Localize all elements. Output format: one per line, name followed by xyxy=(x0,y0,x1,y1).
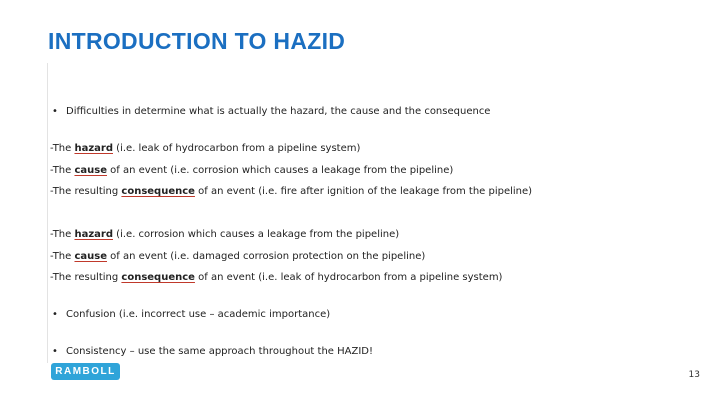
keyword-cause: cause xyxy=(74,165,107,176)
ramboll-logo: RAMBOLL xyxy=(51,363,120,380)
line-rest: of an event (i.e. corrosion which causes a leakage from the pipeline) xyxy=(107,165,454,176)
keyword-consequence: consequence xyxy=(121,272,195,283)
line-rest: of an event (i.e. damaged corrosion protection on the pipeline) xyxy=(107,251,426,262)
bullet-consistency xyxy=(52,345,373,358)
group1-line-consequence xyxy=(50,185,532,198)
bullet-symbol: • xyxy=(52,309,58,320)
page-number: 13 xyxy=(688,370,700,380)
line-rest: (i.e. corrosion which causes a leakage from the pipeline) xyxy=(113,229,400,240)
keyword-hazard: hazard xyxy=(74,143,113,154)
group1-line-cause xyxy=(50,164,453,177)
line-prefix: -The xyxy=(50,229,75,240)
keyword-hazard: hazard xyxy=(74,229,113,240)
left-rule xyxy=(47,63,48,363)
bullet-text: Consistency – use the same approach throughout the HAZID! xyxy=(66,346,373,357)
line-rest: (i.e. leak of hydrocarbon from a pipeline system) xyxy=(113,143,361,154)
bullet-confusion xyxy=(52,308,330,321)
group2-line-hazard xyxy=(50,228,399,241)
line-rest: of an event (i.e. fire after ignition of the leakage from the pipeline) xyxy=(194,186,533,197)
bullet-symbol: • xyxy=(52,106,58,117)
bullet-intro xyxy=(52,105,490,118)
group2-line-cause xyxy=(50,250,425,263)
bullet-text: Difficulties in determine what is actually the hazard, the cause and the consequence xyxy=(66,106,491,117)
keyword-consequence: consequence xyxy=(121,186,195,197)
line-prefix: -The xyxy=(50,251,75,262)
line-prefix: -The resulting xyxy=(50,186,122,197)
keyword-cause: cause xyxy=(74,251,107,262)
group1-line-hazard xyxy=(50,142,360,155)
line-prefix: -The xyxy=(50,165,75,176)
page-title: INTRODUCTION TO HAZID xyxy=(48,28,346,54)
bullet-text: Confusion (i.e. incorrect use – academic importance) xyxy=(66,309,331,320)
bullet-symbol: • xyxy=(52,346,58,357)
line-prefix: -The xyxy=(50,143,75,154)
group2-line-consequence xyxy=(50,271,502,284)
line-rest: of an event (i.e. leak of hydrocarbon from a pipeline system) xyxy=(194,272,503,283)
line-prefix: -The resulting xyxy=(50,272,122,283)
